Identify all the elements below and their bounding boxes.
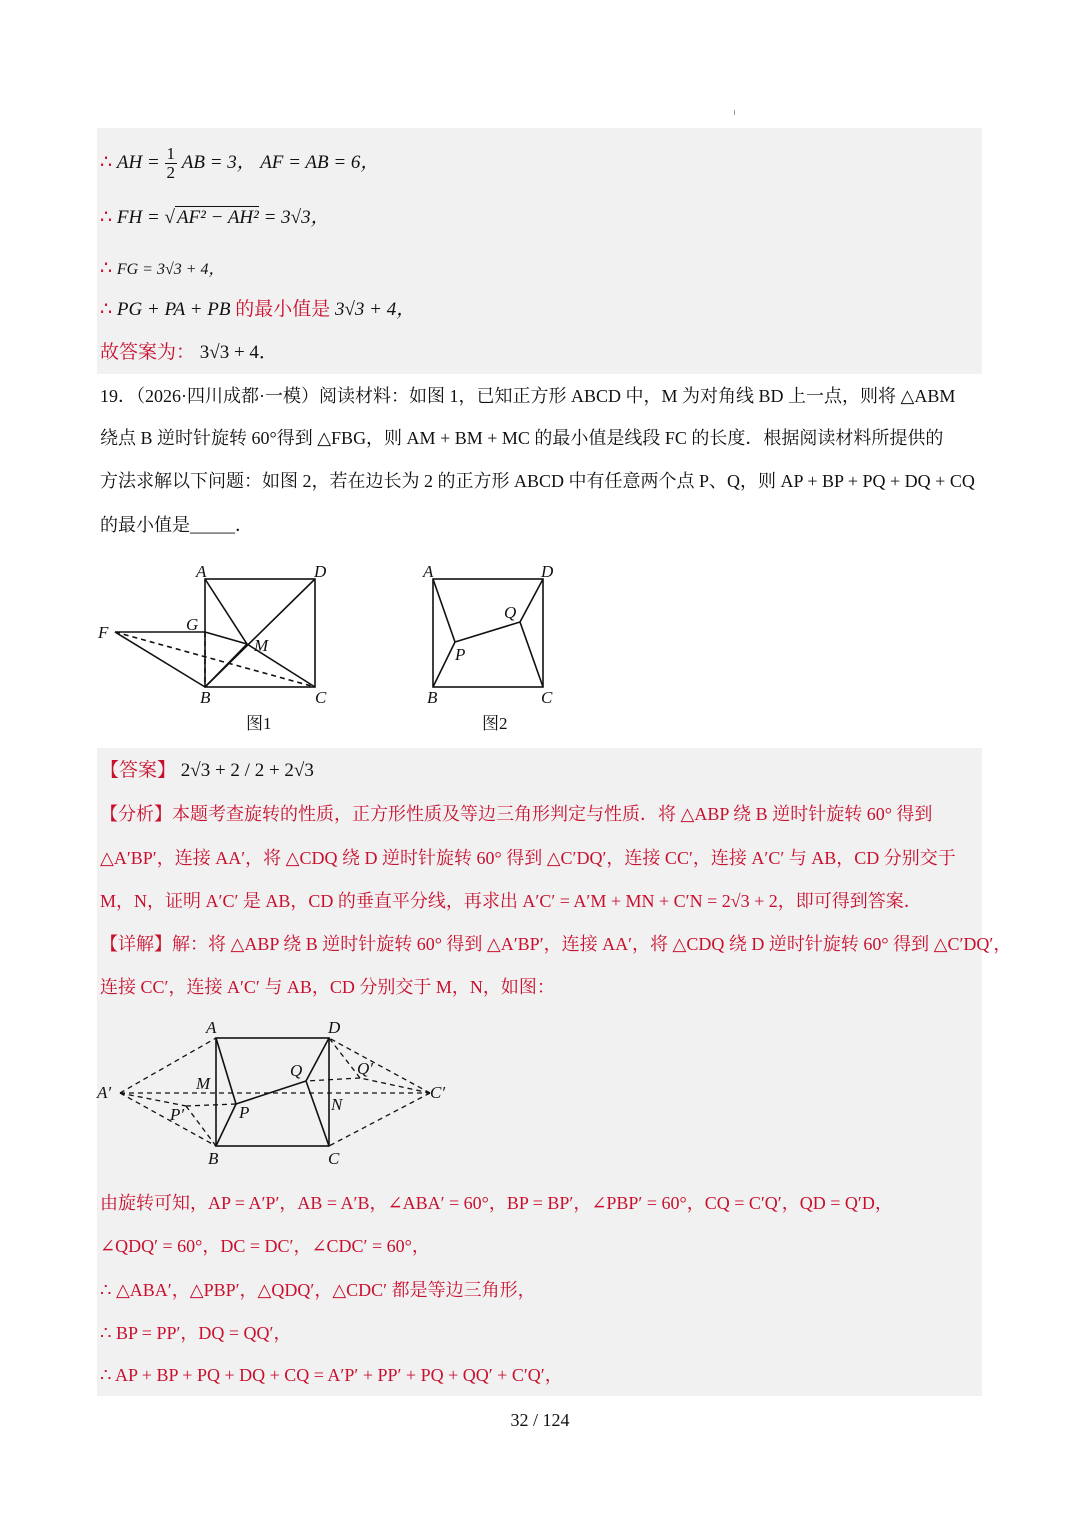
fig2-label-q: Q	[504, 603, 517, 622]
question-line-3: 方法求解以下问题：如图 2，若在边长为 2 的正方形 ABCD 中有任意两个点 P、Q，则 AP + BP + PQ + DQ + CQ	[100, 471, 975, 491]
fig1-label-b: B	[200, 688, 211, 707]
fig3-segment-ap	[216, 1038, 236, 1104]
analysis-line-3: M，N，证明 A′C′ 是 AB，CD 的垂直平分线，再求出 A′C′ = A′M + MN + C′N = 2√3 + 2，即可得到答案．	[100, 891, 922, 911]
fig3-segment-cq	[306, 1081, 329, 1146]
fig3-dashed-cpqp	[360, 1078, 430, 1093]
fig3-label-b: B	[208, 1149, 219, 1168]
therefore-symbol: ∴	[100, 1365, 112, 1385]
fig1-label-d: D	[314, 562, 327, 581]
fig1-dashed-fc	[115, 632, 315, 687]
fig3-label-q: Q	[290, 1061, 303, 1080]
fig3-label-d: D	[328, 1018, 341, 1037]
fig2-label-c: C	[541, 688, 553, 707]
fig3-label-p: P	[239, 1103, 250, 1122]
answer-tag: 【答案】	[100, 760, 177, 781]
sqrt-expression: AF² − AH²	[176, 207, 259, 228]
fig3-label-c-prime: C′	[430, 1083, 446, 1102]
fig1-label-f: F	[98, 623, 109, 642]
fig2-segment-bp	[433, 642, 455, 687]
fig3-dashed-apb	[120, 1093, 216, 1146]
fig2-label-b: B	[427, 688, 438, 707]
detail-tag: 【详解】	[100, 934, 172, 954]
figures-1-2	[90, 555, 580, 740]
analysis-line-1	[100, 801, 932, 827]
fig3-segment-dq	[306, 1038, 329, 1081]
header-tick-mark	[734, 110, 735, 115]
math-text: AH =	[116, 151, 160, 173]
fig1-label-c: C	[315, 688, 327, 707]
therefore-symbol: ∴	[100, 258, 113, 279]
therefore-symbol: ∴	[100, 151, 113, 173]
fig3-label-n: N	[331, 1095, 343, 1114]
fig3-dashed-cpc	[329, 1093, 430, 1146]
fraction-numerator: 1	[166, 144, 175, 163]
math-text: PG + PA + PB	[116, 299, 231, 320]
tail-line-2: ∠QDQ′ = 60°，DC = DC′，∠CDC′ = 60°，	[100, 1236, 430, 1256]
fig3-dashed-cpd	[329, 1038, 430, 1093]
text: 的最小值是	[235, 299, 331, 320]
solution-line-2: ∴ FH = √ AF² − AH² = 3√3，	[100, 207, 330, 228]
fig1-caption: 图1	[246, 714, 272, 733]
page-number: 32 / 124	[510, 1410, 570, 1430]
tail-line-4	[100, 1320, 292, 1346]
tail-line-3	[100, 1277, 536, 1303]
therefore-symbol: ∴	[100, 1323, 112, 1343]
math-text: △ABA′，△PBP′，△QDQ′，△CDC′ 都是等边三角形，	[115, 1280, 536, 1300]
fig3-label-c: C	[328, 1149, 340, 1168]
figure-3	[95, 1012, 455, 1172]
fig3-label-a-prime: A′	[97, 1083, 112, 1102]
fig2-label-a: A	[423, 562, 434, 581]
therefore-symbol: ∴	[100, 1280, 112, 1300]
fig2-label-d: D	[541, 562, 554, 581]
fig3-label-a: A	[206, 1018, 217, 1037]
fraction	[165, 145, 178, 182]
fig3-dashed-ppb	[186, 1106, 216, 1146]
math-text: AB = 3， AF = AB = 6，	[181, 151, 380, 173]
math-text: BP = PP′，DQ = QQ′，	[115, 1323, 292, 1343]
fig3-segment-bp	[216, 1104, 236, 1146]
fig3-dashed-ppp	[186, 1104, 236, 1106]
math-text: FH =	[116, 207, 160, 228]
fig2-caption: 图2	[482, 714, 508, 733]
solution-line-4	[100, 297, 415, 323]
math-text: AP + BP + PQ + DQ + CQ = A′P′ + PP′ + PQ + QQ′ + C′Q′，	[114, 1365, 563, 1385]
fig1-label-g: G	[186, 615, 199, 634]
tail-line-1: 由旋转可知，AP = A′P′，AB = A′B，∠ABA′ = 60°，BP = BP′，∠PBP′ = 60°，CQ = C′Q′，QD = Q′D，	[100, 1193, 893, 1213]
math-text: = 3√3，	[263, 207, 330, 228]
fig3-label-p-prime: P′	[170, 1105, 185, 1124]
solution-line-3	[100, 256, 225, 283]
therefore-symbol: ∴	[100, 207, 113, 228]
math-text: 3√3 + 4．	[199, 342, 278, 363]
fig3-label-q-prime: Q′	[357, 1059, 373, 1078]
fig3-dashed-qpd	[329, 1038, 360, 1078]
fig1-segment-bm	[205, 644, 247, 687]
answer-line	[100, 758, 314, 784]
therefore-symbol: ∴	[100, 299, 113, 320]
fraction-denominator: 2	[166, 163, 175, 182]
tail-line-5	[100, 1362, 563, 1388]
fig2-segment-cq	[520, 622, 543, 687]
analysis-tag: 【分析】	[100, 804, 172, 824]
detail-text: 解：将 △ABP 绕 B 逆时针旋转 60° 得到 △A′BP′，连接 AA′，将 △CDQ 绕 D 逆时针旋转 60° 得到 △C′DQ′，	[172, 934, 1012, 954]
fig2-segment-dq	[520, 579, 543, 622]
question-line-4: 的最小值是_____．	[100, 515, 253, 535]
fig2-label-p: P	[455, 645, 466, 664]
solution-line-1	[100, 145, 379, 182]
analysis-text: 本题考查旋转的性质，正方形性质及等边三角形判定与性质．将 △ABP 绕 B 逆时针旋转 60° 得到	[172, 804, 933, 824]
fig2-square	[433, 579, 543, 687]
math-text: FG = 3√3 + 4，	[116, 261, 225, 278]
fig1-segment-fb	[115, 632, 205, 687]
question-line-2: 绕点 B 逆时针旋转 60°得到 △FBG，则 AM + BM + MC 的最小值是线段 FC 的长度．根据阅读材料所提供的	[100, 428, 944, 448]
detail-line-1	[100, 931, 1011, 957]
fig3-dashed-qpq	[306, 1078, 360, 1081]
analysis-line-2: △A′BP′，连接 AA′，将 △CDQ 绕 D 逆时针旋转 60° 得到 △C′DQ′，连接 CC′，连接 A′C′ 与 AB，CD 分别交于	[100, 848, 956, 868]
fig1-label-m: M	[254, 636, 269, 655]
question-line-1: 19．（2026·四川成都·一模）阅读材料：如图 1，已知正方形 ABCD 中，M 为对角线 BD 上一点，则将 △ABM	[100, 386, 956, 406]
fig1-label-a: A	[196, 562, 207, 581]
fig2-segment-ap	[433, 579, 455, 642]
math-text: 3√3 + 4，	[334, 299, 416, 320]
detail-line-2: 连接 CC′，连接 A′C′ 与 AB，CD 分别交于 M，N，如图：	[100, 977, 555, 997]
fig3-label-m: M	[196, 1074, 211, 1093]
answer-value: 2√3 + 2 / 2 + 2√3	[180, 760, 314, 781]
answer-label: 故答案为：	[100, 342, 196, 363]
fig2-segment-pq	[455, 622, 520, 642]
solution-line-5	[100, 340, 278, 366]
